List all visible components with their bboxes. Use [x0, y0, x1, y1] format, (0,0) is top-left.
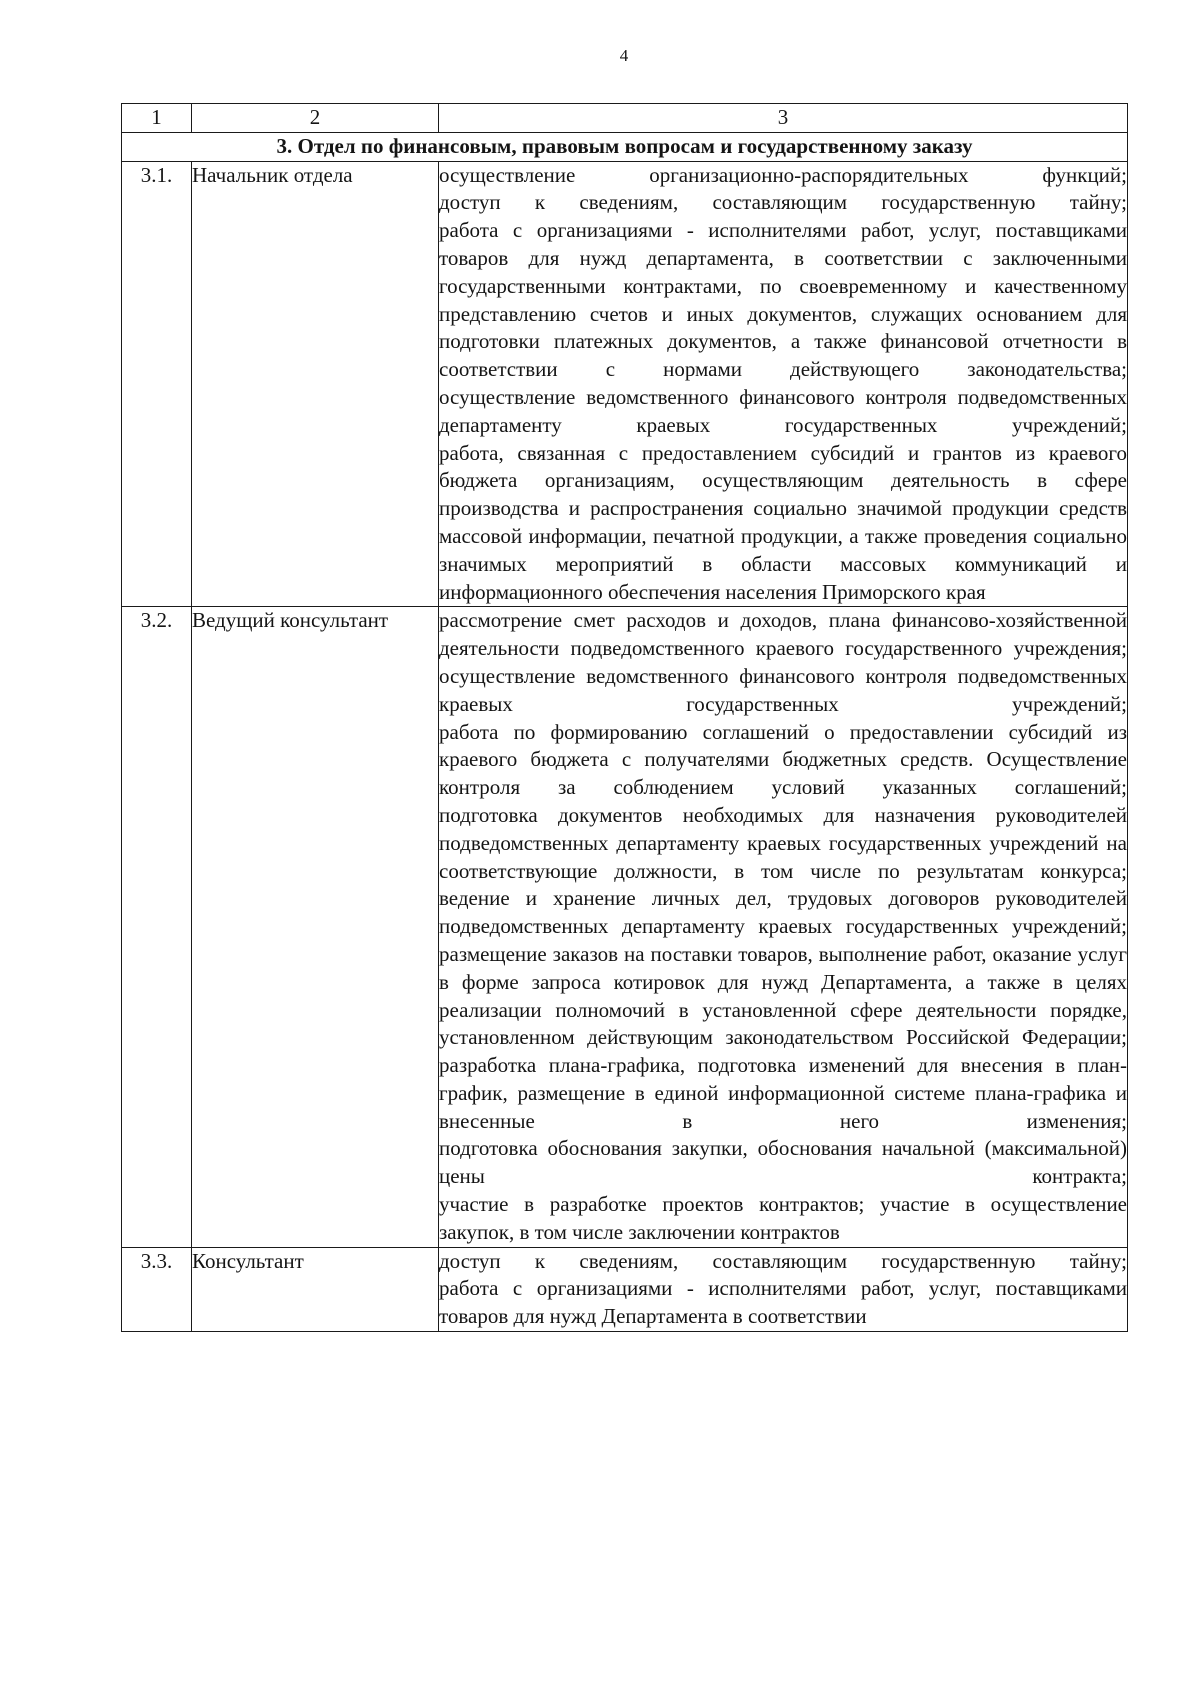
duty-item: доступ к сведениям, составляющим государственную тайну; — [439, 1248, 1127, 1273]
duty-item: работа, связанная с предоставлением субсидий и грантов из краевого бюджета организациям, осуществляющим деятельность в сфере производства и распространения социально значимой продукции средств массовой информации, печатной продукции, а также проведения социально значимых мероприятий в области массовых коммуникаций и информационного обеспечения населения Приморского края — [439, 440, 1127, 604]
duty-item: доступ к сведениям, составляющим государственную тайну; — [439, 190, 1127, 215]
duty-item: подготовка обоснования закупки, обоснования начальной (максимальной) цены контракта; — [439, 1136, 1127, 1189]
duty-item: разработка плана-графика, подготовка изменений для внесения в план-график, размещение в единой информационной системе плана-графика и внесенные в него изменения; — [439, 1053, 1127, 1133]
duty-item: работа с организациями - исполнителями работ, услуг, поставщиками товаров для нужд Департамента в соответствии — [439, 1276, 1127, 1329]
duty-item: рассмотрение смет расходов и доходов, плана финансово-хозяйственной деятельности подведомственного краевого государственного учреждения; — [439, 608, 1127, 661]
duty-item: участие в разработке проектов контрактов; участие в осуществление закупок, в том числе заключении контрактов — [439, 1192, 1127, 1244]
position-title: Ведущий консультант — [192, 607, 439, 1247]
column-header: 3 — [439, 104, 1128, 133]
position-title: Консультант — [192, 1247, 439, 1331]
duty-item: осуществление организационно-распорядительных функций; — [439, 162, 1127, 187]
positions-table — [121, 103, 1128, 1332]
duty-item: работа с организациями - исполнителями работ, услуг, поставщиками товаров для нужд департамента, в соответствии с заключенными государственными контрактами, по своевременному и качественному представлению счетов и иных документов, служащих основанием для подготовки платежных документов, а также финансовой отчетности в соответствии с нормами действующего законодательства; — [439, 218, 1127, 382]
row-number: 3.2. — [122, 607, 192, 1247]
section-title: 3. Отдел по финансовым, правовым вопросам и государственному заказу — [122, 132, 1128, 161]
table-body — [122, 161, 1128, 1331]
duty-item: осуществление ведомственного финансового контроля подведомственных департаменту краевых государственных учреждений; — [439, 384, 1127, 437]
duty-item: работа по формированию соглашений о предоставлении субсидий из краевого бюджета с получателями бюджетных средств. Осуществление контроля за соблюдением условий указанных соглашений; — [439, 719, 1127, 800]
duty-item: подготовка документов необходимых для назначения руководителей подведомственных департаменту краевых государственных учреждений на соответствующие должности, в том числе по результатам конкурса; — [439, 802, 1127, 883]
duties-cell — [439, 161, 1128, 607]
position-title: Начальник отдела — [192, 161, 439, 607]
column-header-row — [122, 104, 1128, 133]
duty-item: осуществление ведомственного финансового контроля подведомственных краевых государственных учреждений; — [439, 663, 1127, 716]
duties-cell — [439, 607, 1128, 1247]
table-row — [122, 607, 1128, 1247]
row-number: 3.1. — [122, 161, 192, 607]
column-header: 1 — [122, 104, 192, 133]
duty-item: размещение заказов на поставки товаров, выполнение работ, оказание услуг в форме запроса котировок для нужд Департамента, а также в целях реализации полномочий в установленной сфере деятельности порядке, установленном действующим законодательством Российской Федерации; — [439, 941, 1127, 1050]
section-row — [122, 132, 1128, 161]
row-number: 3.3. — [122, 1247, 192, 1331]
table-row — [122, 161, 1128, 607]
duties-cell — [439, 1247, 1128, 1331]
column-header: 2 — [192, 104, 439, 133]
page-number: 4 — [619, 46, 629, 65]
table-row — [122, 1247, 1128, 1331]
duty-item: ведение и хранение личных дел, трудовых договоров руководителей подведомственных департаменту краевых государственных учреждений; — [439, 886, 1127, 939]
